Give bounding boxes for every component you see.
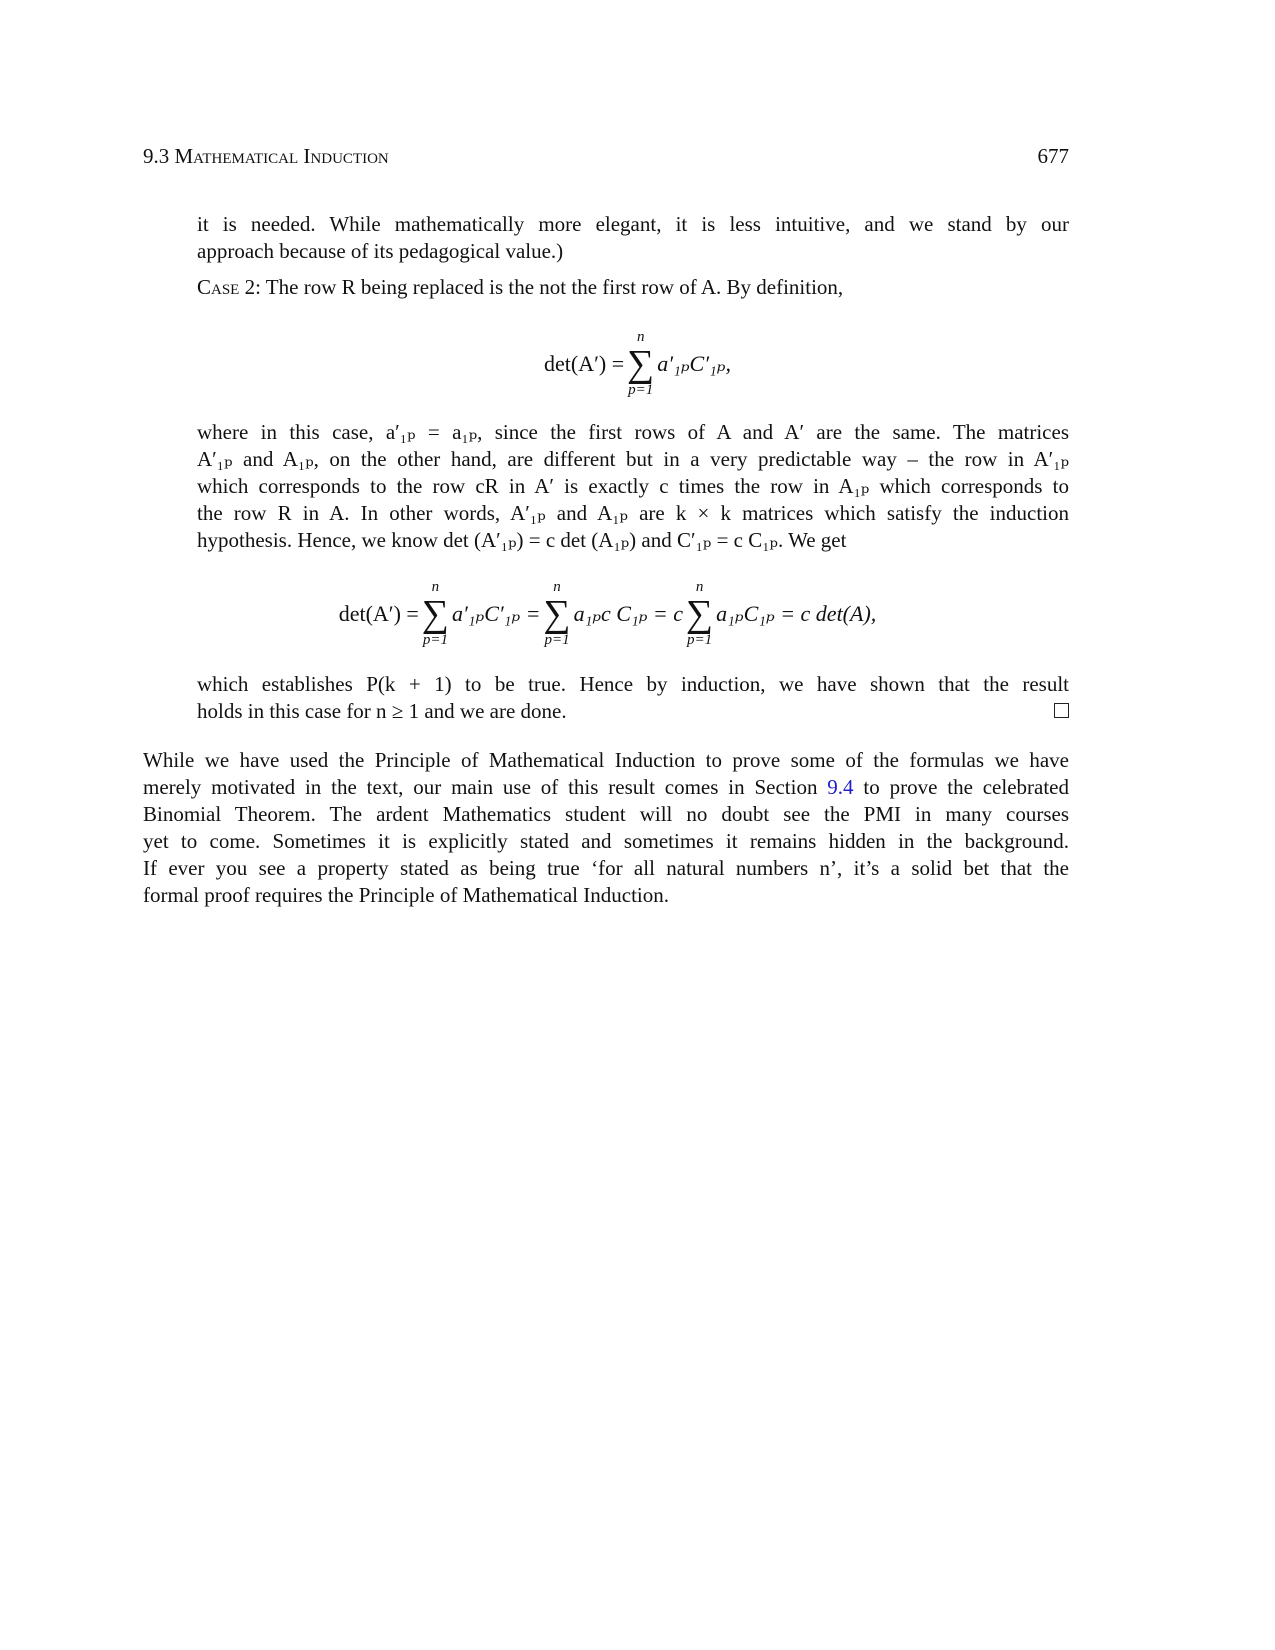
case-text: The row R being replaced is the not the first row of A. By definition, xyxy=(260,275,844,299)
sum-lower: p=1 xyxy=(544,632,570,648)
equation-1 xyxy=(0,330,1275,398)
text-segment: merely motivated in the text, our main use of this result comes in Section xyxy=(143,775,828,799)
sum-upper: n xyxy=(431,579,440,595)
eq1-lhs: det(A′) = xyxy=(544,351,625,376)
case-label: Case 2: xyxy=(197,275,261,299)
page-number: 677 xyxy=(1037,144,1069,168)
sum-upper: n xyxy=(553,579,561,595)
summation-symbol: n ∑ p=1 xyxy=(686,579,714,648)
text-line: which establishes P(k + 1) to be true. Hence by induction, we have shown that the result xyxy=(197,672,1069,696)
text-line: it is needed. While mathematically more elegant, it is less intuitive, and we stand by our xyxy=(197,212,1069,236)
sum-upper: n xyxy=(636,329,645,345)
text-line: formal proof requires the Principle of Mathematical Induction. xyxy=(143,883,669,907)
sum-upper: n xyxy=(695,579,704,595)
text-line: yet to come. Sometimes it is explicitly stated and sometimes it remains hidden in the background. xyxy=(143,829,1069,853)
eq2-term-2: a₁ₚc C₁ₚ = c xyxy=(573,601,684,626)
text-line: the row R in A. In other words, A′₁ₚ and A₁ₚ are k × k matrices which satisfy the induction xyxy=(197,501,1069,525)
text-line xyxy=(143,774,1069,801)
text-line: While we have used the Principle of Mathematical Induction to prove some of the formulas we have xyxy=(143,748,1069,772)
text-line: hypothesis. Hence, we know det (A′₁ₚ) = c det (A₁ₚ) and C′₁ₚ = c C₁ₚ. We get xyxy=(197,528,847,552)
eq1-term: a′₁ₚC′₁ₚ, xyxy=(657,351,731,376)
text-line: If ever you see a property stated as being true ‘for all natural numbers n’, it’s a solid bet that the xyxy=(143,856,1069,880)
eq2-term-1: a′₁ₚC′₁ₚ = xyxy=(451,601,541,626)
running-header-section: 9.3 Mathematical Induction xyxy=(143,144,389,168)
section-link[interactable]: 9.4 xyxy=(827,775,854,799)
summation-symbol: n ∑ p=1 xyxy=(421,579,449,648)
equation-2 xyxy=(0,580,1245,648)
summation-symbol: n ∑ p=1 xyxy=(543,579,571,648)
text-line: approach because of its pedagogical value.) xyxy=(197,239,564,263)
summation-symbol: n ∑ p=1 xyxy=(627,329,655,398)
sum-lower: p=1 xyxy=(687,632,713,648)
sum-lower: p=1 xyxy=(628,382,654,398)
eq2-lhs: det(A′) = xyxy=(338,601,419,626)
eq2-term-3: a₁ₚC₁ₚ = c det(A), xyxy=(716,601,877,626)
text-line: which corresponds to the row cR in A′ is exactly c times the row in A₁ₚ which corresponds to xyxy=(197,474,1069,498)
text-line: Binomial Theorem. The ardent Mathematics student will no doubt see the PMI in many courses xyxy=(143,802,1069,826)
text-segment: to prove the celebrated xyxy=(853,775,1069,799)
case-line xyxy=(197,274,843,301)
text-line: where in this case, a′₁ₚ = a₁ₚ, since the first rows of A and A′ are the same. The matrices xyxy=(197,420,1069,444)
sum-lower: p=1 xyxy=(422,632,448,648)
text-line: holds in this case for n ≥ 1 and we are done. xyxy=(197,699,567,723)
text-line: A′₁ₚ and A₁ₚ, on the other hand, are different but in a very predictable way – the row in A′₁ₚ xyxy=(197,447,1069,471)
qed-square-icon xyxy=(1054,703,1069,718)
